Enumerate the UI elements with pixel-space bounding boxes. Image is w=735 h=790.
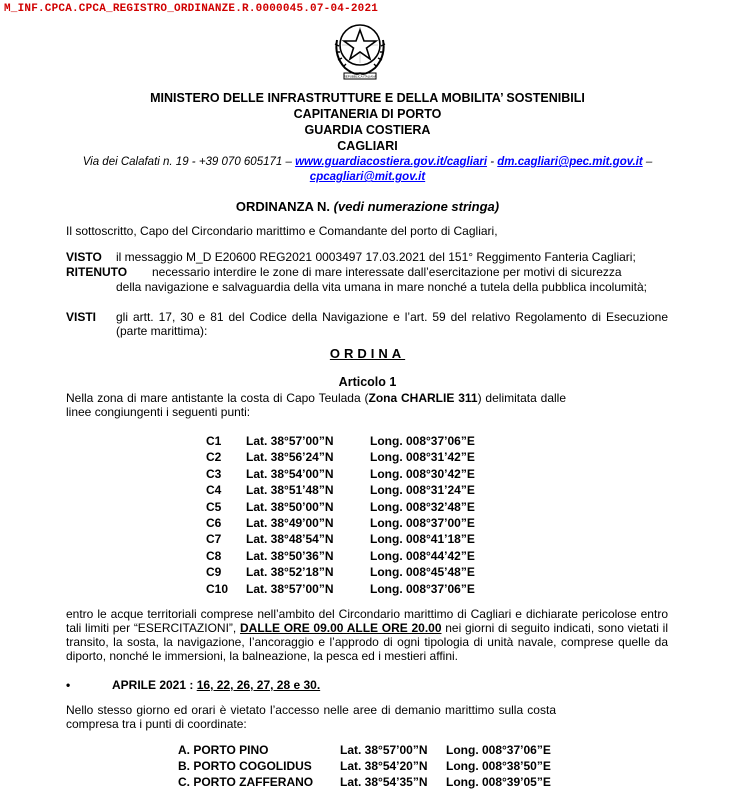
point-id: C8 — [206, 548, 222, 563]
coordinate-row — [206, 548, 475, 564]
point-latitude: Lat. 38°52’18”N — [246, 565, 334, 580]
prohibition-hours: DALLE ORE 09.00 ALLE ORE 20.00 — [239, 621, 442, 635]
protocol-stamp: M_INF.CPCA.CPCA_REGISTRO_ORDINANZE.R.0000045.07-04-2021 — [4, 3, 379, 15]
coast-points-table — [178, 742, 551, 790]
zone-name: Zona CHARLIE 311 — [368, 391, 478, 405]
separator: – — [645, 156, 653, 168]
place-row — [178, 742, 551, 758]
ordina-heading: ORDINA — [329, 346, 406, 361]
article-heading: Articolo 1 — [338, 375, 397, 389]
coordinate-row — [206, 581, 475, 597]
point-longitude: Long. 008°37’00”E — [370, 516, 475, 531]
visto-text: il messaggio M_D E20600 REG2021 0003497 17.03.2021 del 151° Reggimento Fanteria Cagliari; — [116, 250, 636, 264]
website-link[interactable]: www.guardiacostiera.gov.it/cagliari — [295, 156, 488, 168]
point-latitude: Lat. 38°57’00”N — [246, 581, 334, 596]
point-longitude: Long. 008°37’06”E — [370, 581, 475, 596]
article-text — [66, 391, 566, 419]
coordinate-row — [206, 482, 475, 498]
coordinate-row — [206, 449, 475, 465]
place-longitude: Long. 008°37’06”E — [446, 743, 551, 757]
point-longitude: Long. 008°41’18”E — [370, 532, 475, 547]
bullet-icon: • — [66, 678, 71, 692]
ordinance-number-label: ORDINANZA N. — [235, 199, 331, 214]
point-longitude: Long. 008°31’24”E — [370, 483, 475, 498]
point-latitude: Lat. 38°51’48”N — [246, 483, 334, 498]
point-longitude: Long. 008°30’42”E — [370, 466, 475, 481]
point-id: C10 — [206, 581, 229, 596]
prohibition-paragraph — [66, 607, 668, 663]
point-id: C6 — [206, 516, 222, 531]
place-name: B. PORTO COGOLIDUS — [178, 759, 312, 773]
point-id: C2 — [206, 450, 222, 465]
dates-label — [112, 678, 320, 692]
separator: - — [490, 156, 495, 168]
point-longitude: Long. 008°32’48”E — [370, 499, 475, 514]
place-latitude: Lat. 38°54’35”N — [340, 775, 428, 789]
visti-label: VISTI — [66, 310, 97, 324]
address-line-2 — [0, 171, 735, 183]
pec-email-link[interactable]: dm.cagliari@pec.mit.gov.it — [497, 156, 643, 168]
place-row — [178, 774, 551, 790]
point-id: C5 — [206, 499, 222, 514]
point-id: C7 — [206, 532, 222, 547]
dates-month: APRILE 2021 : — [112, 678, 194, 692]
coordinate-row — [206, 531, 475, 547]
point-id: C4 — [206, 483, 222, 498]
address-line — [0, 156, 735, 168]
coordinate-row — [206, 515, 475, 531]
point-latitude: Lat. 38°50’00”N — [246, 499, 334, 514]
italian-republic-emblem-icon — [331, 18, 389, 82]
point-longitude: Long. 008°31’42”E — [370, 450, 475, 465]
ordinance-title — [0, 199, 735, 214]
ordinance-number-note: (vedi numerazione stringa) — [333, 199, 500, 214]
point-id: C1 — [206, 434, 222, 448]
article-text-b: ) delimitata dalle linee congiungenti i seguenti punti: — [66, 391, 566, 419]
point-longitude: Long. 008°44’42”E — [370, 548, 475, 563]
place-row — [178, 758, 551, 774]
zone-coordinates-table — [206, 433, 475, 597]
place-latitude: Lat. 38°57’00”N — [340, 743, 428, 757]
address-text: Via dei Calafati n. 19 - +39 070 605171 – — [82, 156, 292, 168]
point-id: C9 — [206, 565, 222, 580]
corps-heading: GUARDIA COSTIERA — [304, 123, 431, 137]
prohibition-text-b: nei giorni di seguito indicati, sono vietati il transito, la sosta, la navigazione, l’ancoraggio e l’approdo di ogni tipologia di unità navale, comprese quelle da diporto, nonché le immersioni, la balneazione, la pesca ed i mestieri affini. — [66, 621, 668, 663]
point-longitude: Long. 008°37’06”E — [370, 434, 475, 448]
ritenuto-text-rest: della navigazione e salvaguardia della vita umana in mare nonché a tutela della pubblica incolumità; — [116, 280, 648, 294]
dates-days: 16, 22, 26, 27, 28 e 30. — [196, 678, 321, 692]
ministry-heading: MINISTERO DELLE INFRASTRUTTURE E DELLA MOBILITA’ SOSTENIBILI — [150, 91, 585, 105]
prohibition-text-a: entro le acque territoriali comprese nell’ambito del Circondario marittimo di Cagliari e dichiarate pericolose entro tali limiti per “ESERCITAZIONI”, — [66, 607, 668, 635]
coordinate-row — [206, 564, 475, 580]
place-longitude: Long. 008°39’05”E — [446, 775, 551, 789]
point-latitude: Lat. 38°48’54”N — [246, 532, 334, 547]
visti-text: gli artt. 17, 30 e 81 del Codice della Navigazione e l’art. 59 del relativo Regolamento di Esecuzione (parte marittima): — [116, 310, 668, 338]
point-latitude: Lat. 38°57’00”N — [246, 434, 334, 448]
coordinate-row — [206, 433, 475, 449]
point-latitude: Lat. 38°54’00”N — [246, 466, 334, 481]
emblem-ribbon-text: REPUBBLICA ITALIANA — [343, 74, 377, 79]
ritenuto-text-first: necessario interdire le zone di mare interessate dall’esercitazione per motivi di sicurezza — [152, 265, 622, 279]
office-heading: CAPITANERIA DI PORTO — [293, 107, 442, 121]
ritenuto-label: RITENUTO — [66, 265, 128, 279]
point-longitude: Long. 008°45’48”E — [370, 565, 475, 580]
access-ban-paragraph: Nello stesso giorno ed orari è vietato l’accesso nelle aree di demanio marittimo sulla costa compresa tra i punti di coordinate: — [66, 703, 556, 731]
city-heading: CAGLIARI — [337, 139, 398, 153]
point-latitude: Lat. 38°49’00”N — [246, 516, 334, 531]
place-longitude: Long. 008°38’50”E — [446, 759, 551, 773]
point-latitude: Lat. 38°56’24”N — [246, 450, 334, 465]
coordinate-row — [206, 466, 475, 482]
article-text-a: Nella zona di mare antistante la costa di Capo Teulada ( — [66, 391, 369, 405]
visto-label: VISTO — [66, 250, 102, 264]
intro-text: Il sottoscritto, Capo del Circondario marittimo e Comandante del porto di Cagliari, — [66, 224, 498, 238]
point-id: C3 — [206, 466, 222, 481]
place-name: C. PORTO ZAFFERANO — [178, 775, 314, 789]
place-name: A. PORTO PINO — [178, 743, 269, 757]
place-latitude: Lat. 38°54’20”N — [340, 759, 428, 773]
email-link[interactable]: cpcagliari@mit.gov.it — [309, 171, 426, 183]
point-latitude: Lat. 38°50’36”N — [246, 548, 334, 563]
coordinate-row — [206, 499, 475, 515]
